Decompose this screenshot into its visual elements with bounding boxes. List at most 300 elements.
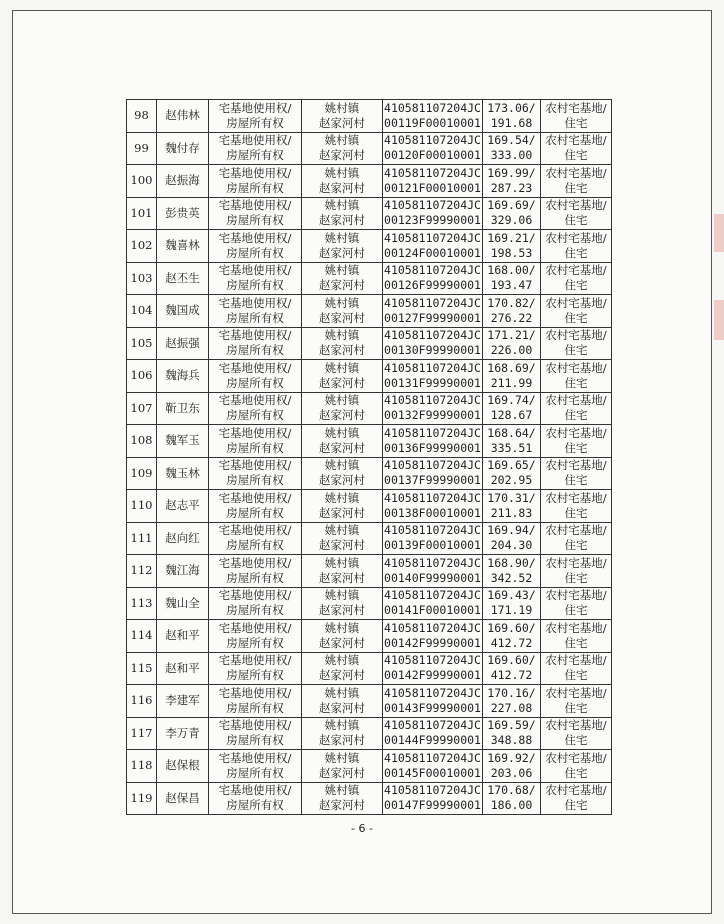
- location-line-1: 姚村镇: [324, 328, 360, 343]
- row-number-cell: 108: [127, 425, 157, 458]
- land-use-line-2: 住宅: [564, 570, 588, 585]
- land-use-cell: [541, 262, 612, 295]
- right-type-cell: [209, 392, 302, 425]
- land-use-cell: [541, 197, 612, 230]
- unit-code-cell: [383, 490, 483, 523]
- row-number-cell: 116: [127, 685, 157, 718]
- location-cell: [302, 327, 383, 360]
- location-line-2: 赵家河村: [319, 245, 365, 260]
- unit-code-line-1: 410581107204JC: [384, 263, 481, 278]
- unit-code-cell: [383, 750, 483, 783]
- unit-code-line-1: 410581107204JC: [384, 523, 481, 538]
- right-type-line-1: 宅基地使用权/: [218, 393, 292, 408]
- area-cell: [483, 782, 541, 815]
- right-type-cell: [209, 685, 302, 718]
- land-use-line-2: 住宅: [564, 115, 588, 130]
- owner-name-cell: 魏国成: [157, 295, 209, 328]
- land-use-line-2: 住宅: [564, 603, 588, 618]
- land-use-cell: [541, 522, 612, 555]
- land-use-line-1: 农村宅基地/: [545, 133, 607, 148]
- right-type-line-2: 房屋所有权: [226, 505, 284, 520]
- location-line-1: 姚村镇: [324, 133, 360, 148]
- area-line-1: 169.92/: [487, 750, 536, 765]
- area-line-2: 203.06: [490, 765, 533, 780]
- area-cell: [483, 717, 541, 750]
- area-cell: [483, 620, 541, 653]
- owner-name-cell: 李建军: [157, 685, 209, 718]
- area-line-1: 169.99/: [487, 165, 536, 180]
- area-cell: [483, 165, 541, 198]
- area-line-1: 169.69/: [487, 198, 536, 213]
- right-type-line-2: 房屋所有权: [226, 440, 284, 455]
- right-type-line-1: 宅基地使用权/: [218, 425, 292, 440]
- unit-code-cell: [383, 262, 483, 295]
- land-use-line-1: 农村宅基地/: [545, 750, 607, 765]
- row-number-cell: 110: [127, 490, 157, 523]
- land-use-line-2: 住宅: [564, 798, 588, 813]
- location-line-1: 姚村镇: [324, 393, 360, 408]
- row-number-cell: 98: [127, 100, 157, 133]
- table-row: [127, 587, 612, 620]
- land-use-cell: [541, 685, 612, 718]
- unit-code-line-1: 410581107204JC: [384, 783, 481, 798]
- location-cell: [302, 230, 383, 263]
- area-cell: [483, 230, 541, 263]
- unit-code-line-2: 00143F99990001: [384, 700, 481, 715]
- row-number-cell: 113: [127, 587, 157, 620]
- right-type-line-1: 宅基地使用权/: [218, 490, 292, 505]
- area-cell: [483, 197, 541, 230]
- land-use-line-2: 住宅: [564, 148, 588, 163]
- land-use-line-1: 农村宅基地/: [545, 718, 607, 733]
- right-type-cell: [209, 100, 302, 133]
- location-cell: [302, 197, 383, 230]
- location-line-2: 赵家河村: [319, 278, 365, 293]
- area-line-1: 168.69/: [487, 360, 536, 375]
- row-number-cell: 119: [127, 782, 157, 815]
- land-use-line-1: 农村宅基地/: [545, 588, 607, 603]
- location-line-2: 赵家河村: [319, 408, 365, 423]
- seal-stamp-fragment: [714, 300, 724, 340]
- area-line-2: 348.88: [490, 733, 533, 748]
- location-line-2: 赵家河村: [319, 798, 365, 813]
- owner-name-cell: 赵保根: [157, 750, 209, 783]
- land-use-line-2: 住宅: [564, 733, 588, 748]
- unit-code-line-2: 00142F99990001: [384, 668, 481, 683]
- area-cell: [483, 685, 541, 718]
- location-line-1: 姚村镇: [324, 620, 360, 635]
- table-row: [127, 295, 612, 328]
- unit-code-cell: [383, 717, 483, 750]
- unit-code-line-1: 410581107204JC: [384, 133, 481, 148]
- land-use-line-1: 农村宅基地/: [545, 425, 607, 440]
- owner-name-cell: 赵丕生: [157, 262, 209, 295]
- location-line-1: 姚村镇: [324, 685, 360, 700]
- area-line-1: 171.21/: [487, 328, 536, 343]
- area-line-1: 169.21/: [487, 230, 536, 245]
- unit-code-line-1: 410581107204JC: [384, 718, 481, 733]
- unit-code-cell: [383, 360, 483, 393]
- right-type-line-2: 房屋所有权: [226, 343, 284, 358]
- unit-code-line-2: 00132F99990001: [384, 408, 481, 423]
- area-cell: [483, 262, 541, 295]
- unit-code-line-1: 410581107204JC: [384, 620, 481, 635]
- unit-code-line-2: 00130F99990001: [384, 343, 481, 358]
- unit-code-line-1: 410581107204JC: [384, 425, 481, 440]
- unit-code-cell: [383, 327, 483, 360]
- area-cell: [483, 392, 541, 425]
- right-type-line-1: 宅基地使用权/: [218, 360, 292, 375]
- right-type-line-1: 宅基地使用权/: [218, 198, 292, 213]
- right-type-cell: [209, 522, 302, 555]
- unit-code-line-2: 00139F00010001: [384, 538, 481, 553]
- unit-code-line-1: 410581107204JC: [384, 588, 481, 603]
- land-use-cell: [541, 165, 612, 198]
- area-line-2: 211.99: [490, 375, 533, 390]
- land-use-line-1: 农村宅基地/: [545, 523, 607, 538]
- right-type-line-1: 宅基地使用权/: [218, 783, 292, 798]
- row-number-cell: 102: [127, 230, 157, 263]
- area-cell: [483, 327, 541, 360]
- owner-name-cell: 赵伟林: [157, 100, 209, 133]
- land-use-cell: [541, 360, 612, 393]
- location-line-2: 赵家河村: [319, 570, 365, 585]
- area-cell: [483, 555, 541, 588]
- unit-code-cell: [383, 165, 483, 198]
- right-type-line-1: 宅基地使用权/: [218, 718, 292, 733]
- location-line-2: 赵家河村: [319, 700, 365, 715]
- table-row: [127, 652, 612, 685]
- location-line-2: 赵家河村: [319, 115, 365, 130]
- row-number-cell: 114: [127, 620, 157, 653]
- area-line-2: 226.00: [490, 343, 533, 358]
- unit-code-line-1: 410581107204JC: [384, 198, 481, 213]
- land-use-cell: [541, 490, 612, 523]
- location-line-1: 姚村镇: [324, 230, 360, 245]
- area-line-2: 128.67: [490, 408, 533, 423]
- right-type-line-2: 房屋所有权: [226, 278, 284, 293]
- location-line-1: 姚村镇: [324, 750, 360, 765]
- location-cell: [302, 685, 383, 718]
- land-use-line-2: 住宅: [564, 343, 588, 358]
- land-use-line-2: 住宅: [564, 440, 588, 455]
- location-cell: [302, 100, 383, 133]
- location-line-1: 姚村镇: [324, 360, 360, 375]
- unit-code-line-1: 410581107204JC: [384, 100, 481, 115]
- unit-code-line-1: 410581107204JC: [384, 653, 481, 668]
- area-cell: [483, 522, 541, 555]
- owner-name-cell: 赵和平: [157, 620, 209, 653]
- area-line-1: 170.31/: [487, 490, 536, 505]
- land-use-line-1: 农村宅基地/: [545, 230, 607, 245]
- land-use-line-2: 住宅: [564, 408, 588, 423]
- table-row: [127, 262, 612, 295]
- location-cell: [302, 587, 383, 620]
- land-use-line-1: 农村宅基地/: [545, 653, 607, 668]
- unit-code-cell: [383, 555, 483, 588]
- area-line-1: 170.68/: [487, 783, 536, 798]
- location-cell: [302, 652, 383, 685]
- unit-code-line-1: 410581107204JC: [384, 750, 481, 765]
- right-type-cell: [209, 555, 302, 588]
- right-type-line-1: 宅基地使用权/: [218, 750, 292, 765]
- table-row: [127, 717, 612, 750]
- location-line-2: 赵家河村: [319, 375, 365, 390]
- owner-name-cell: 赵振海: [157, 165, 209, 198]
- unit-code-line-2: 00120F00010001: [384, 148, 481, 163]
- area-line-2: 227.08: [490, 700, 533, 715]
- right-type-line-1: 宅基地使用权/: [218, 133, 292, 148]
- row-number-cell: 104: [127, 295, 157, 328]
- right-type-cell: [209, 457, 302, 490]
- land-use-line-1: 农村宅基地/: [545, 490, 607, 505]
- land-use-line-2: 住宅: [564, 635, 588, 650]
- location-line-1: 姚村镇: [324, 263, 360, 278]
- land-use-line-1: 农村宅基地/: [545, 393, 607, 408]
- land-use-line-1: 农村宅基地/: [545, 295, 607, 310]
- location-cell: [302, 522, 383, 555]
- page-number: - 6 -: [351, 822, 373, 835]
- owner-name-cell: 魏军玉: [157, 425, 209, 458]
- right-type-line-1: 宅基地使用权/: [218, 295, 292, 310]
- row-number-cell: 99: [127, 132, 157, 165]
- table-row: [127, 425, 612, 458]
- location-cell: [302, 782, 383, 815]
- right-type-line-1: 宅基地使用权/: [218, 685, 292, 700]
- area-cell: [483, 132, 541, 165]
- land-use-cell: [541, 620, 612, 653]
- unit-code-cell: [383, 652, 483, 685]
- land-use-cell: [541, 750, 612, 783]
- location-cell: [302, 392, 383, 425]
- land-use-cell: [541, 230, 612, 263]
- area-cell: [483, 360, 541, 393]
- unit-code-cell: [383, 425, 483, 458]
- row-number-cell: 105: [127, 327, 157, 360]
- area-line-1: 170.82/: [487, 295, 536, 310]
- area-line-2: 204.30: [490, 538, 533, 553]
- right-type-line-2: 房屋所有权: [226, 733, 284, 748]
- location-line-1: 姚村镇: [324, 555, 360, 570]
- location-cell: [302, 490, 383, 523]
- area-cell: [483, 457, 541, 490]
- right-type-cell: [209, 165, 302, 198]
- area-line-2: 191.68: [490, 115, 533, 130]
- land-use-line-1: 农村宅基地/: [545, 165, 607, 180]
- area-cell: [483, 750, 541, 783]
- location-line-1: 姚村镇: [324, 198, 360, 213]
- row-number-cell: 107: [127, 392, 157, 425]
- unit-code-line-2: 00137F99990001: [384, 473, 481, 488]
- land-use-cell: [541, 457, 612, 490]
- unit-code-line-1: 410581107204JC: [384, 328, 481, 343]
- right-type-cell: [209, 327, 302, 360]
- land-use-line-2: 住宅: [564, 505, 588, 520]
- area-cell: [483, 100, 541, 133]
- location-line-1: 姚村镇: [324, 718, 360, 733]
- right-type-cell: [209, 782, 302, 815]
- location-cell: [302, 717, 383, 750]
- right-type-cell: [209, 230, 302, 263]
- unit-code-line-2: 00119F00010001: [384, 115, 481, 130]
- right-type-cell: [209, 262, 302, 295]
- row-number-cell: 101: [127, 197, 157, 230]
- location-line-2: 赵家河村: [319, 440, 365, 455]
- right-type-line-1: 宅基地使用权/: [218, 230, 292, 245]
- location-line-1: 姚村镇: [324, 458, 360, 473]
- records-table-body: [127, 100, 612, 815]
- row-number-cell: 115: [127, 652, 157, 685]
- area-line-2: 211.83: [490, 505, 533, 520]
- unit-code-line-2: 00144F99990001: [384, 733, 481, 748]
- land-use-line-1: 农村宅基地/: [545, 198, 607, 213]
- right-type-line-2: 房屋所有权: [226, 668, 284, 683]
- right-type-line-2: 房屋所有权: [226, 408, 284, 423]
- land-use-cell: [541, 555, 612, 588]
- land-use-cell: [541, 132, 612, 165]
- owner-name-cell: 赵保昌: [157, 782, 209, 815]
- right-type-cell: [209, 295, 302, 328]
- area-line-2: 342.52: [490, 570, 533, 585]
- right-type-line-2: 房屋所有权: [226, 603, 284, 618]
- unit-code-cell: [383, 587, 483, 620]
- row-number-cell: 111: [127, 522, 157, 555]
- area-line-2: 171.19: [490, 603, 533, 618]
- area-line-2: 333.00: [490, 148, 533, 163]
- unit-code-line-1: 410581107204JC: [384, 490, 481, 505]
- table-row: [127, 620, 612, 653]
- row-number-cell: 103: [127, 262, 157, 295]
- unit-code-line-2: 00142F99990001: [384, 635, 481, 650]
- owner-name-cell: 魏付存: [157, 132, 209, 165]
- location-line-2: 赵家河村: [319, 733, 365, 748]
- unit-code-line-2: 00124F00010001: [384, 245, 481, 260]
- owner-name-cell: 魏喜林: [157, 230, 209, 263]
- right-type-line-1: 宅基地使用权/: [218, 620, 292, 635]
- location-line-2: 赵家河村: [319, 310, 365, 325]
- table-row: [127, 392, 612, 425]
- right-type-cell: [209, 132, 302, 165]
- location-cell: [302, 425, 383, 458]
- land-use-line-2: 住宅: [564, 180, 588, 195]
- location-line-1: 姚村镇: [324, 588, 360, 603]
- owner-name-cell: 彭贵英: [157, 197, 209, 230]
- area-cell: [483, 652, 541, 685]
- right-type-line-2: 房屋所有权: [226, 115, 284, 130]
- owner-name-cell: 赵向红: [157, 522, 209, 555]
- area-line-2: 412.72: [490, 668, 533, 683]
- area-line-2: 186.00: [490, 798, 533, 813]
- right-type-line-2: 房屋所有权: [226, 570, 284, 585]
- right-type-line-1: 宅基地使用权/: [218, 555, 292, 570]
- location-line-1: 姚村镇: [324, 295, 360, 310]
- land-use-cell: [541, 782, 612, 815]
- owner-name-cell: 魏海兵: [157, 360, 209, 393]
- land-use-line-1: 农村宅基地/: [545, 783, 607, 798]
- table-row: [127, 522, 612, 555]
- unit-code-line-2: 00127F99990001: [384, 310, 481, 325]
- land-use-cell: [541, 425, 612, 458]
- right-type-line-2: 房屋所有权: [226, 798, 284, 813]
- table-row: [127, 685, 612, 718]
- right-type-cell: [209, 425, 302, 458]
- area-cell: [483, 587, 541, 620]
- right-type-line-2: 房屋所有权: [226, 310, 284, 325]
- location-line-1: 姚村镇: [324, 783, 360, 798]
- location-line-1: 姚村镇: [324, 523, 360, 538]
- area-line-1: 169.60/: [487, 620, 536, 635]
- table-row: [127, 197, 612, 230]
- area-line-2: 193.47: [490, 278, 533, 293]
- unit-code-line-2: 00136F99990001: [384, 440, 481, 455]
- unit-code-cell: [383, 620, 483, 653]
- unit-code-cell: [383, 685, 483, 718]
- right-type-line-1: 宅基地使用权/: [218, 653, 292, 668]
- location-line-2: 赵家河村: [319, 635, 365, 650]
- table-row: [127, 132, 612, 165]
- area-line-1: 168.00/: [487, 263, 536, 278]
- land-use-line-1: 农村宅基地/: [545, 620, 607, 635]
- row-number-cell: 109: [127, 457, 157, 490]
- location-line-2: 赵家河村: [319, 603, 365, 618]
- area-line-2: 329.06: [490, 213, 533, 228]
- unit-code-line-1: 410581107204JC: [384, 458, 481, 473]
- unit-code-cell: [383, 100, 483, 133]
- area-line-1: 169.43/: [487, 588, 536, 603]
- location-cell: [302, 457, 383, 490]
- location-line-2: 赵家河村: [319, 765, 365, 780]
- row-number-cell: 117: [127, 717, 157, 750]
- location-cell: [302, 360, 383, 393]
- unit-code-line-2: 00131F99990001: [384, 375, 481, 390]
- right-type-cell: [209, 652, 302, 685]
- land-use-line-1: 农村宅基地/: [545, 328, 607, 343]
- table-row: [127, 165, 612, 198]
- land-use-cell: [541, 295, 612, 328]
- location-cell: [302, 262, 383, 295]
- unit-code-line-1: 410581107204JC: [384, 393, 481, 408]
- land-use-line-2: 住宅: [564, 700, 588, 715]
- table-row: [127, 360, 612, 393]
- unit-code-cell: [383, 132, 483, 165]
- right-type-line-2: 房屋所有权: [226, 635, 284, 650]
- area-line-1: 170.16/: [487, 685, 536, 700]
- area-line-2: 198.53: [490, 245, 533, 260]
- right-type-cell: [209, 360, 302, 393]
- land-use-cell: [541, 652, 612, 685]
- table-row: [127, 750, 612, 783]
- area-line-1: 168.90/: [487, 555, 536, 570]
- right-type-cell: [209, 490, 302, 523]
- land-use-line-1: 农村宅基地/: [545, 263, 607, 278]
- unit-code-line-2: 00145F00010001: [384, 765, 481, 780]
- records-table: [126, 99, 612, 815]
- right-type-line-1: 宅基地使用权/: [218, 458, 292, 473]
- unit-code-cell: [383, 782, 483, 815]
- table-row: [127, 327, 612, 360]
- location-line-2: 赵家河村: [319, 505, 365, 520]
- land-use-line-2: 住宅: [564, 538, 588, 553]
- location-line-2: 赵家河村: [319, 473, 365, 488]
- area-cell: [483, 425, 541, 458]
- unit-code-line-1: 410581107204JC: [384, 230, 481, 245]
- right-type-line-2: 房屋所有权: [226, 245, 284, 260]
- right-type-line-2: 房屋所有权: [226, 148, 284, 163]
- owner-name-cell: 魏玉林: [157, 457, 209, 490]
- area-line-1: 168.64/: [487, 425, 536, 440]
- right-type-line-1: 宅基地使用权/: [218, 523, 292, 538]
- land-use-line-2: 住宅: [564, 310, 588, 325]
